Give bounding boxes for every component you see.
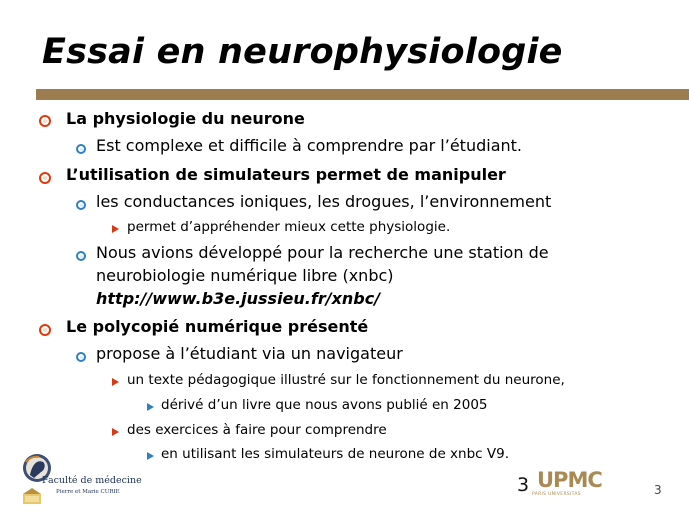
level3-bullet-icon xyxy=(112,378,119,386)
title-underline-bar xyxy=(36,89,689,100)
page-number: 3 xyxy=(654,483,662,497)
slide-title: Essai en neurophysiologie xyxy=(42,32,563,72)
bullet-level3: des exercices à faire pour comprendre xyxy=(127,422,387,438)
bullet-level3: un texte pédagogique illustré sur le fonctionnement du neurone, xyxy=(127,372,565,388)
slide-number-box: 3 xyxy=(517,474,530,496)
level2-bullet-icon xyxy=(76,144,86,154)
xnbc-url: http://www.b3e.jussieu.fr/xnbc/ xyxy=(96,289,381,308)
bullet-level1: La physiologie du neurone xyxy=(66,109,305,128)
upmc-logo: UPMC xyxy=(537,468,602,492)
level1-bullet-icon xyxy=(39,324,51,336)
level4-bullet-icon xyxy=(147,452,154,460)
bullet-level2: Est complexe et difficile à comprendre par l’étudiant. xyxy=(96,136,522,155)
bullet-level4: en utilisant les simulateurs de neurone de xnbc V9. xyxy=(161,446,509,462)
faculty-name: Faculté de médecine xyxy=(42,475,142,486)
bullet-level1: L’utilisation de simulateurs permet de manipuler xyxy=(66,165,506,184)
bullet-level1: Le polycopié numérique présenté xyxy=(66,317,369,336)
bullet-level2: les conductances ioniques, les drogues, l’environnement xyxy=(96,192,552,211)
level3-bullet-icon xyxy=(112,225,119,233)
upmc-logo-subtitle: PARIS UNIVERSITAS xyxy=(532,492,581,497)
bullet-level2-continuation: neurobiologie numérique libre (xnbc) xyxy=(96,266,394,285)
level2-bullet-icon xyxy=(76,352,86,362)
level1-bullet-icon xyxy=(39,172,51,184)
level4-bullet-icon xyxy=(147,403,154,411)
level2-bullet-icon xyxy=(76,251,86,261)
level1-bullet-icon xyxy=(39,115,51,127)
bullet-level3: permet d’appréhender mieux cette physiologie. xyxy=(127,219,451,235)
level3-bullet-icon xyxy=(112,428,119,436)
bullet-level2: propose à l’étudiant via un navigateur xyxy=(96,344,403,363)
bullet-level4: dérivé d’un livre que nous avons publié en 2005 xyxy=(161,397,488,413)
faculty-subtitle: Pierre et Marie CURIE xyxy=(56,489,120,495)
level2-bullet-icon xyxy=(76,200,86,210)
bullet-level2: Nous avions développé pour la recherche une station de xyxy=(96,243,549,262)
